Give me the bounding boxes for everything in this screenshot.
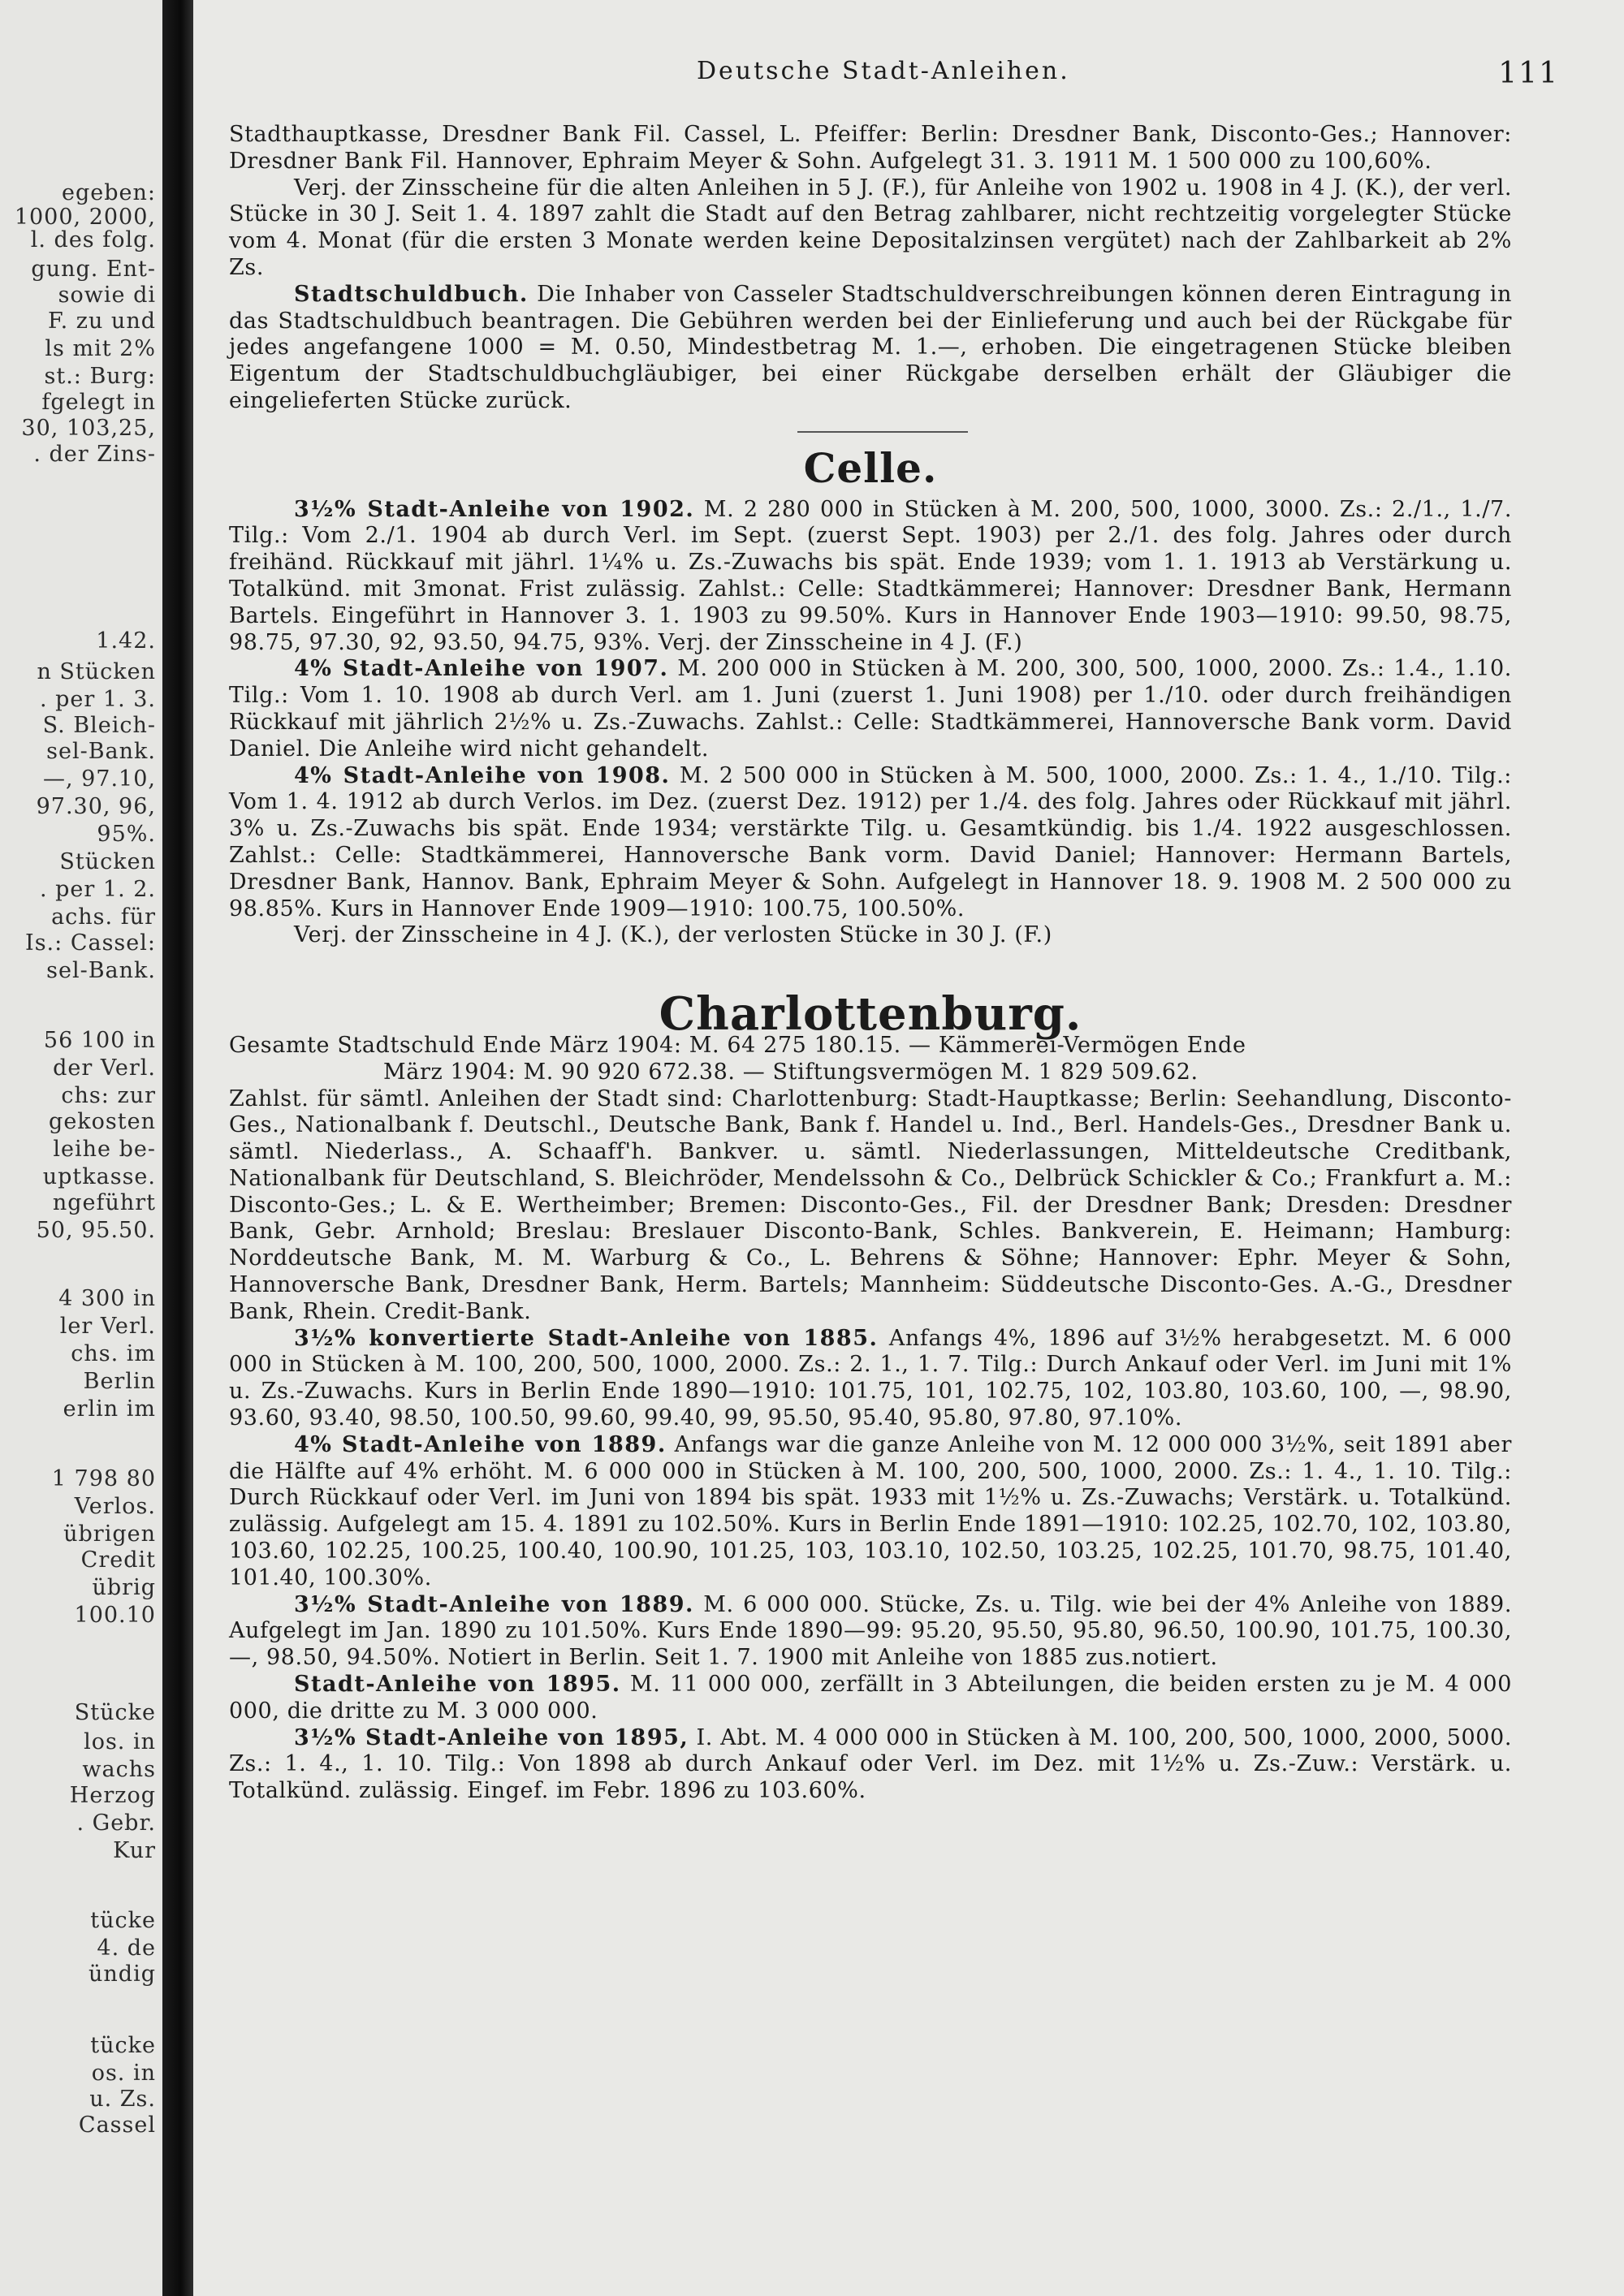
previous-page-text-fragment: übrig (92, 1575, 156, 1600)
entry-heading: 3½% Stadt-Anleihe von 1895, (294, 1724, 689, 1750)
previous-page-text-fragment: F. zu und (48, 309, 156, 334)
charlottenburg-summary (229, 1033, 1512, 1086)
previous-page-text-fragment: uptkasse. (42, 1164, 156, 1189)
entry-text: Die Inhaber von Casseler Stadtschuldverschreibungen können deren Eintragung in das Stadtschuldbuch beantragen. Die Gebühren werden bei der Einlieferung und auch bei der Rückgabe für jedes angefangene 1000 = M. 0.50, Mindestbetrag M. 1.—, erhoben. Die eingetragenen Stücke bleiben Eigentum der Stadtschuldbuchgläubiger, bei einer Rückgabe derselben erhält der Gläubiger die eingelieferten Stücke zurück. (229, 281, 1512, 413)
previous-page-text-fragment: Cassel (78, 2113, 156, 2138)
previous-page-text-fragment: Berlin (83, 1369, 156, 1394)
entry-text: M. 11 000 000, zerfällt in 3 Abteilungen, die beiden ersten zu je M. 4 000 000, die dritte zu M. 3 000 000. (229, 1672, 1512, 1724)
previous-page-text-fragment: os. in (91, 2061, 156, 2086)
running-head (193, 57, 1624, 97)
previous-page-text-fragment: tücke (90, 1908, 156, 1933)
entry-heading: 3½% Stadt-Anleihe von 1889. (294, 1591, 694, 1617)
previous-page-text-fragment: 30, 103,25, (21, 416, 156, 441)
charlottenburg-loan-1889-3-5pct (229, 1592, 1512, 1672)
previous-page-text-fragment: chs: zur (61, 1083, 156, 1108)
previous-page-text-fragment: . per 1. 3. (39, 687, 156, 712)
celle-prescription: Verj. der Zinsscheine in 4 J. (K.), der verlosten Stücke in 30 J. (F.) (294, 922, 1052, 948)
section-heading-charlottenburg: Charlottenburg. (659, 987, 1082, 1042)
previous-page-text-fragment: 1 798 80 (51, 1466, 156, 1491)
previous-page-text-fragment: erlin im (63, 1396, 156, 1422)
summary-line-2: März 1904: M. 90 920 672.38. — Stiftungsvermögen M. 1 829 509.62. (383, 1059, 1199, 1085)
previous-page-text-fragment: sowie di (58, 283, 156, 308)
previous-page-text-fragment: wachs (82, 1757, 156, 1782)
previous-page-text-fragment: chs. im (71, 1341, 156, 1366)
previous-page-text-fragment: ls mit 2% (45, 336, 156, 361)
entry-text: M. 200 000 in Stücken à M. 200, 300, 500, 1000, 2000. Zs.: 1.4., 1.10. Tilg.: Vom 1. 10. 1908 ab durch Verl. am 1. Juni (zuerst 1. Juni 1908) per 1./10. oder durch freihändigen Rückkauf mit jährlich 2½% u. Zs.-Zuwachs. Zahlst.: Celle: Stadtkämmerei, Hannoversche Bank vorm. David Daniel. Die Anleihe wird nicht gehandelt. (229, 656, 1512, 762)
section-divider (797, 431, 968, 433)
entry-heading: 4% Stadt-Anleihe von 1907. (294, 656, 669, 682)
page (193, 0, 1624, 2296)
previous-page-text-fragment: los. in (84, 1729, 156, 1754)
previous-page-text-fragment: achs. für (51, 904, 156, 930)
running-title: Deutsche Stadt-Anleihen. (697, 57, 1070, 85)
entry-text: M. 2 500 000 in Stücken à M. 500, 1000, 2000. Zs.: 1. 4., 1./10. Tilg.: Vom 1. 4. 1912 ab durch Verlos. im Dez. (zuerst Dez. 1912) per 1./4. des folg. Jahres oder Rückkauf mit jährl. 3% u. Zs.-Zuwachs bis spät. Ende 1934; verstärkte Tilg. u. Gesamtkündig. bis 1./4. 1922 ausgeschlossen. Zahlst.: Celle: Stadtkämmerei, Hannoversche Bank vorm. David Daniel; Hannover: Hermann Bartels, Dresdner Bank, Hannov. Bank, Ephraim Meyer & Sohn. Aufgelegt in Hannover 18. 9. 1908 M. 2 500 000 zu 98.85%. Kurs in Hannover Ende 1909—1910: 100.75, 100.50%. (229, 762, 1512, 921)
previous-page-text-fragment: 50, 95.50. (36, 1218, 156, 1243)
charlottenburg-loan-1885 (229, 1326, 1512, 1432)
previous-page-text-fragment: Kur (113, 1838, 156, 1863)
previous-page-text-fragment: Verlos. (74, 1494, 156, 1519)
charlottenburg-loan-1895-abt1 (229, 1725, 1512, 1805)
previous-page-text-fragment: l. des folg. (30, 227, 156, 252)
previous-page-text-fragment: leihe be- (53, 1137, 156, 1162)
entry-text: M. 6 000 000. Stücke, Zs. u. Tilg. wie bei der 4% Anleihe von 1889. Aufgelegt im Jan. 1890 zu 101.50%. Kurs Ende 1890—99: 95.20, 95.50, 95.80, 96.50, 100.90, 101.75, 100.30, —, 98.50, 94.50%. Notiert in Berlin. Seit 1. 7. 1900 mit Anleihe von 1885 zus.notiert. (229, 1591, 1513, 1671)
section-heading-celle: Celle. (803, 443, 938, 492)
entry-text: M. 2 280 000 in Stücken à M. 200, 500, 1000, 3000. Zs.: 2./1., 1./7. Tilg.: Vom 2./1. 1904 ab durch Verl. im Sept. (zuerst Sept. 1903) per 2./1. des folg. Jahres oder durch freihänd. Rückkauf mit jährl. 1¼% u. Zs.-Zuwachs bis spät. Ende 1939; vom 1. 1. 1913 ab Verstärkung u. Totalkünd. mit 3monat. Frist zulässig. Zahlst.: Celle: Stadtkämmerei; Hannover: Dresdner Bank, Hermann Bartels. Eingeführt in Hannover 3. 1. 1903 zu 99.50%. Kurs in Hannover Ende 1903—1910: 99.50, 98.75, 98.75, 97.30, 92, 93.50, 94.75, 93%. Verj. der Zinsscheine in 4 J. (F.) (229, 496, 1512, 655)
previous-page-text-fragment: Is.: Cassel: (25, 930, 156, 956)
previous-page-text-fragment: der Verl. (53, 1055, 156, 1081)
previous-page-text-fragment: . per 1. 2. (39, 877, 156, 902)
previous-page-text-fragment: sel-Bank. (46, 739, 156, 764)
charlottenburg-loan-1895 (229, 1672, 1512, 1725)
previous-page-text-fragment: 1000, 2000, (14, 205, 156, 230)
entry-heading: 3½% Stadt-Anleihe von 1902. (294, 496, 695, 522)
page-number: 111 (1498, 57, 1559, 90)
entry-text: Anfangs 4%, 1896 auf 3½% herabgesetzt. M. 6 000 000 in Stücken à M. 100, 200, 500, 1000, 2000. Zs.: 2. 1., 1. 7. Tilg.: Durch Ankauf oder Verl. im Juni mit 1% u. Zs.-Zuwachs. Kurs in Berlin Ende 1890—1910: 101.75, 101, 102.75, 102, 103.80, 103.60, 100, —, 98.90, 93.60, 93.40, 98.50, 100.50, 99.60, 99.40, 99, 95.50, 95.40, 95.80, 97.80, 97.10%. (229, 1325, 1512, 1431)
previous-page-text-fragment: sel-Bank. (46, 958, 156, 983)
celle-loan-1907 (229, 656, 1512, 762)
charlottenburg-paying-agents: Zahlst. für sämtl. Anleihen der Stadt sind: Charlottenburg: Stadt-Hauptkasse; Berlin: Seehandlung, Disconto-Ges., Nationalbank f. Deutschl., Deutsche Bank, Bank f. Handel u. Ind., Berl. Handels-Ges., Dresdner Bank u. sämtl. Niederlass., A. Schaaff'h. Bankver. u. sämtl. Niederlassungen, Mitteldeutsche Creditbank, Nationalbank für Deutschland, S. Bleichröder, Mendelssohn & Co., Delbrück Schickler & Co.; Frankfurt a. M.: Disconto-Ges.; L. & E. Wertheimber; Bremen: Disconto-Ges., Fil. der Dresdner Bank; Dresden: Dresdner Bank, Gebr. Arnhold; Breslau: Breslauer Disconto-Bank, Schles. Bankverein, E. Heimann; Hamburg: Norddeutsche Bank, M. M. Warburg & Co., L. Behrens & Söhne; Hannover: Ephr. Meyer & Sohn, Hannoversche Bank, Dresdner Bank, Herm. Bartels; Mannheim: Süddeutsche Disconto-Ges. A.-G., Dresdner Bank, Rhein. Credit-Bank. (229, 1085, 1512, 1324)
previous-page-text-fragment: u. Zs. (89, 2087, 156, 2112)
entry-heading: Stadt-Anleihe von 1895. (294, 1672, 621, 1698)
entry-heading: 3½% konvertierte Stadt-Anleihe von 1885. (294, 1325, 879, 1351)
previous-page-text-fragment: st.: Burg: (44, 364, 156, 389)
previous-page-text-fragment: . der Zins- (33, 442, 156, 467)
previous-page-text-fragment: ündig (89, 1962, 156, 1987)
charlottenburg-loan-1889-4pct (229, 1432, 1512, 1592)
previous-page-text-fragment: 56 100 in (43, 1028, 156, 1053)
previous-page-text-fragment: ler Verl. (59, 1314, 156, 1339)
entry-heading: 4% Stadt-Anleihe von 1908. (294, 762, 671, 788)
previous-page-text-fragment: gung. Ent- (31, 257, 156, 282)
celle-loan-1908 (229, 763, 1512, 923)
previous-page-text-fragment: 95%. (97, 822, 156, 847)
previous-page-text-fragment: tücke (90, 2033, 156, 2058)
previous-page-text-fragment: Herzog (69, 1783, 156, 1808)
entry-text: I. Abt. M. 4 000 000 in Stücken à M. 100, 200, 500, 1000, 2000, 5000. Zs.: 1. 4., 1. 10. Tilg.: Von 1898 ab durch Ankauf oder Verl. im Dez. mit 1½% u. Zs.-Zuw.: Verstärk. u. Totalkünd. zulässig. Eingef. im Febr. 1896 zu 103.60%. (229, 1724, 1512, 1804)
previous-page-text-fragment: fgelegt in (41, 390, 156, 415)
page-body (229, 122, 1512, 1805)
previous-page-text-fragment: S. Bleich- (42, 713, 156, 738)
cassel-prescription: Verj. der Zinsscheine für die alten Anleihen in 5 J. (F.), für Anleihe von 1902 u. 1908 in 4 J. (K.), der verl. Stücke in 30 J. Seit 1. 4. 1897 zahlt die Stadt auf den Betrag zahlbarer, nicht rechtzeitig vorgelegter Stücke vom 4. Monat (für die ersten 3 Monate werden keine Depositalzinsen vergütet) nach der Zahlbarkeit ab 2% Zs. (229, 175, 1512, 280)
previous-page-text-fragment: übrigen (63, 1521, 156, 1547)
previous-page-text-fragment: 4. de (97, 1936, 156, 1961)
summary-line-1: Gesamte Stadtschuld Ende März 1904: M. 64 275 180.15. — Kämmerei-Vermögen Ende (229, 1032, 1246, 1058)
cassel-paying-agents: Stadthauptkasse, Dresdner Bank Fil. Cassel, L. Pfeiffer: Berlin: Dresdner Bank, Disconto-Ges.; Hannover: Dresdner Bank Fil. Hannover, Ephraim Meyer & Sohn. Aufgelegt 31. 3. 1911 M. 1 500 000 zu 100,60%. (229, 122, 1512, 174)
entry-text: Anfangs war die ganze Anleihe von M. 12 000 000 3½%, seit 1891 aber die Hälfte auf 4% erhöht. M. 6 000 000 in Stücken à M. 100, 200, 500, 1000, 2000. Zs.: 1. 4., 1. 10. Tilg.: Durch Rückkauf oder Verl. im Juni von 1894 bis spät. 1933 mit 1½% u. Zs.-Zuwachs; Verstärk. u. Totalkünd. zulässig. Aufgelegt am 15. 4. 1891 zu 102.50%. Kurs in Berlin Ende 1891—1910: 102.25, 102.70, 102, 103.80, 103.60, 102.25, 100.25, 100.40, 100.90, 101.25, 103, 103.10, 102.50, 103.25, 102.25, 101.70, 98.75, 101.40, 101.40, 100.30%. (229, 1431, 1512, 1590)
previous-page-text-fragment: ngeführt (52, 1190, 156, 1215)
previous-page-text-fragment: . Gebr. (76, 1810, 156, 1836)
previous-page-text-fragment: Stücken (59, 849, 156, 874)
previous-page-text-fragment: egeben: (62, 180, 156, 205)
entry-heading: 4% Stadt-Anleihe von 1889. (294, 1431, 667, 1457)
previous-page-text-fragment: Credit (80, 1547, 156, 1573)
celle-loan-1902 (229, 497, 1512, 657)
previous-page-edge (0, 0, 162, 2296)
previous-page-text-fragment: n Stücken (37, 659, 156, 684)
previous-page-text-fragment: 100.10 (74, 1603, 156, 1628)
previous-page-text-fragment: —, 97.10, (42, 766, 156, 792)
entry-heading: Stadtschuldbuch. (294, 281, 529, 307)
previous-page-text-fragment: 97.30, 96, (36, 794, 156, 819)
cassel-stadtschuldbuch (229, 282, 1512, 415)
previous-page-text-fragment: Stücke (74, 1700, 156, 1725)
previous-page-text-fragment: gekosten (49, 1109, 156, 1134)
book-gutter (162, 0, 193, 2296)
previous-page-text-fragment: 1.42. (96, 628, 156, 654)
previous-page-text-fragment: 4 300 in (58, 1286, 156, 1311)
